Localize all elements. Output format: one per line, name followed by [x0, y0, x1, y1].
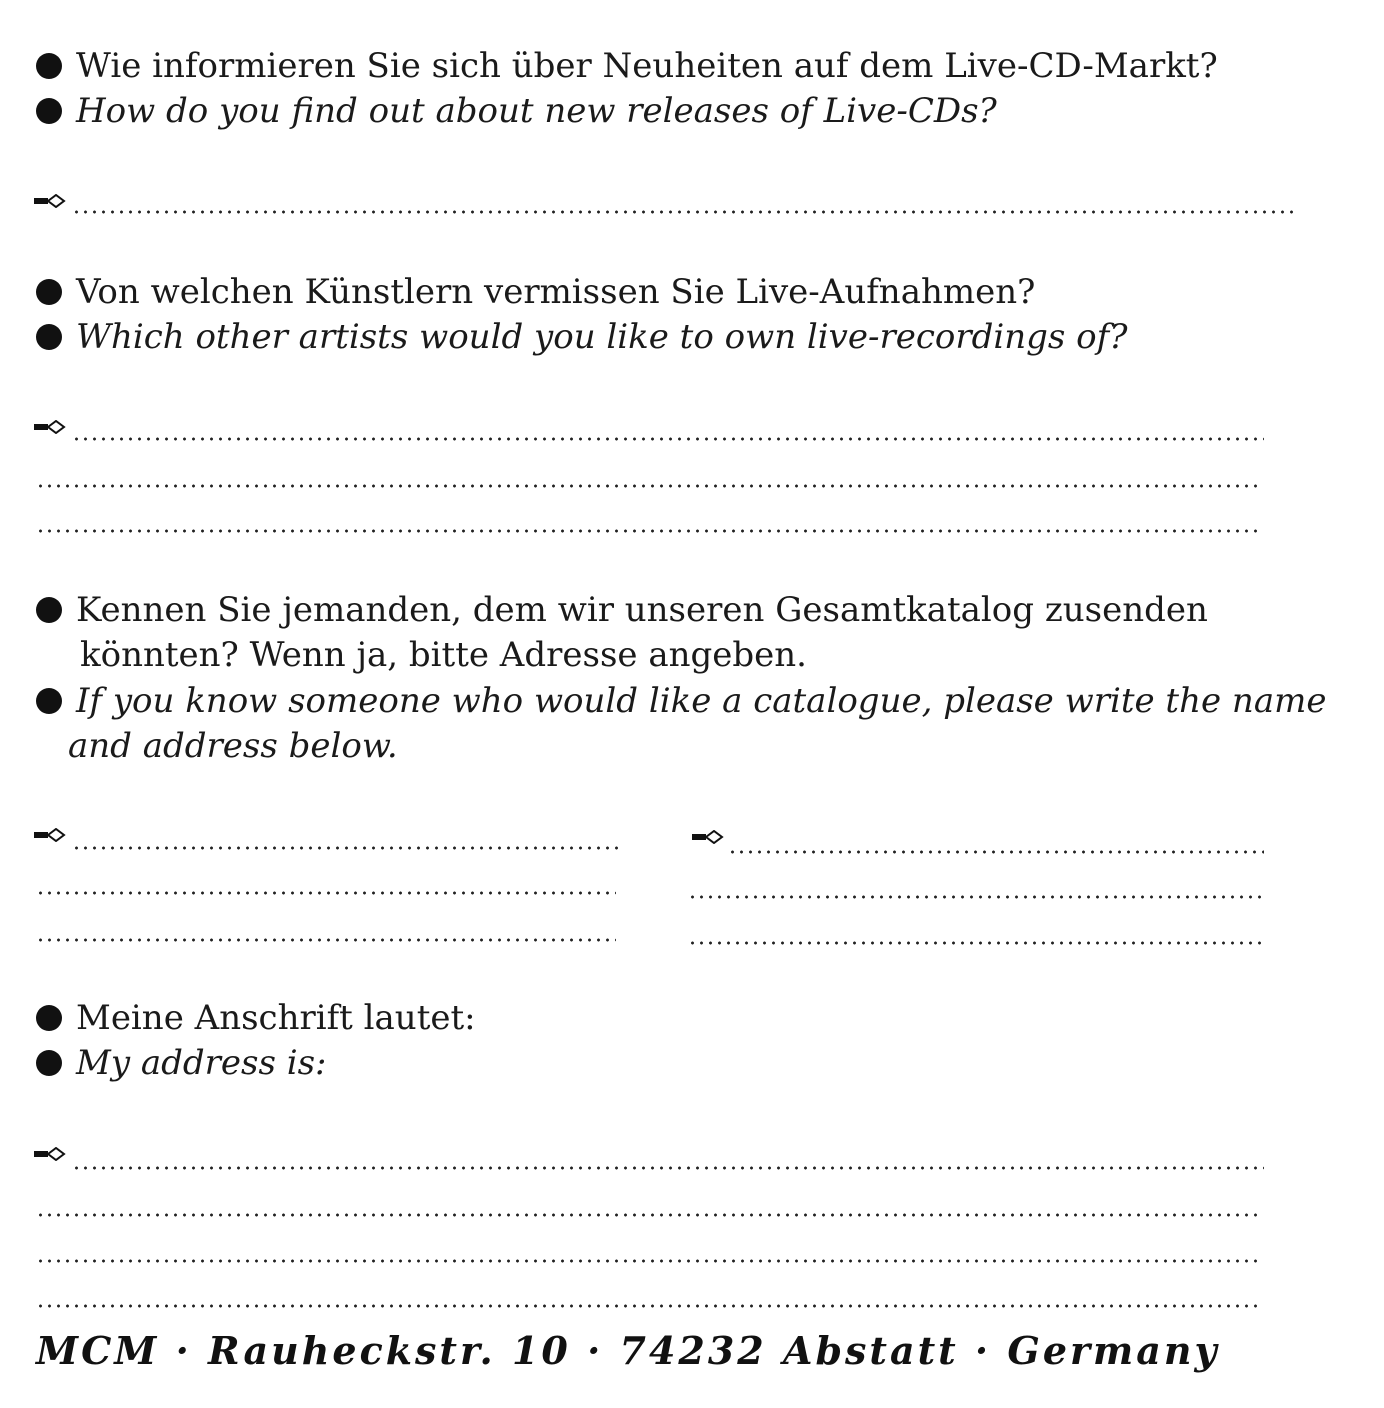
own-address-line-4[interactable] — [36, 1304, 1260, 1308]
friend-address-left-2[interactable] — [36, 891, 616, 895]
question-1-de — [36, 44, 1218, 88]
friend-address-right-1[interactable] — [728, 850, 1264, 854]
own-address-line-2[interactable] — [36, 1213, 1260, 1217]
bullet-icon — [36, 1005, 62, 1031]
question-3-en-text-1: If you know someone who would like a catalogue, please write the name — [76, 681, 1327, 721]
friend-address-right-3[interactable] — [688, 941, 1264, 945]
question-1-en — [36, 89, 997, 133]
bullet-icon — [36, 324, 62, 350]
question-4-en-text: My address is: — [76, 1043, 327, 1083]
friend-address-left-1[interactable] — [72, 846, 620, 850]
question-2-de-text: Von welchen Künstlern vermissen Sie Live-Aufnahmen? — [76, 272, 1036, 312]
own-address-line-1[interactable] — [72, 1166, 1264, 1170]
answer-line-1[interactable] — [72, 210, 1296, 214]
question-3-en — [36, 679, 1326, 723]
own-address-line-3[interactable] — [36, 1259, 1260, 1263]
pen-arrow-icon — [34, 194, 66, 208]
friend-address-left-3[interactable] — [36, 938, 616, 942]
bullet-icon — [36, 688, 62, 714]
bullet-icon — [36, 597, 62, 623]
question-3-de-text-1: Kennen Sie jemanden, dem wir unseren Gesamtkatalog zusenden — [76, 590, 1208, 630]
question-4-en — [36, 1041, 326, 1085]
answer-line-2c[interactable] — [36, 529, 1260, 533]
question-2-en — [36, 315, 1127, 359]
question-3-de-text-2: könnten? Wenn ja, bitte Adresse angeben. — [80, 635, 807, 675]
answer-line-2b[interactable] — [36, 484, 1260, 488]
bullet-icon — [36, 279, 62, 305]
pen-arrow-icon — [692, 830, 724, 844]
question-4-de-text: Meine Anschrift lautet: — [76, 998, 476, 1038]
question-2-de — [36, 270, 1035, 314]
question-4-de — [36, 996, 476, 1040]
answer-line-2a[interactable] — [72, 437, 1264, 441]
bullet-icon — [36, 98, 62, 124]
question-1-en-text: How do you find out about new releases of Live-CDs? — [76, 91, 997, 131]
pen-arrow-icon — [34, 828, 66, 842]
friend-address-right-2[interactable] — [688, 895, 1264, 899]
question-3-en-text-2: and address below. — [68, 726, 398, 766]
question-2-en-text: Which other artists would you like to own live-recordings of? — [76, 317, 1128, 357]
question-1-de-text: Wie informieren Sie sich über Neuheiten auf dem Live-CD-Markt? — [76, 46, 1218, 86]
pen-arrow-icon — [34, 1147, 66, 1161]
bullet-icon — [36, 1050, 62, 1076]
pen-arrow-icon — [34, 420, 66, 434]
footer-address: MCM · Rauheckstr. 10 · 74232 Abstatt · Germany — [36, 1328, 1220, 1373]
bullet-icon — [36, 53, 62, 79]
question-3-de — [36, 588, 1208, 632]
